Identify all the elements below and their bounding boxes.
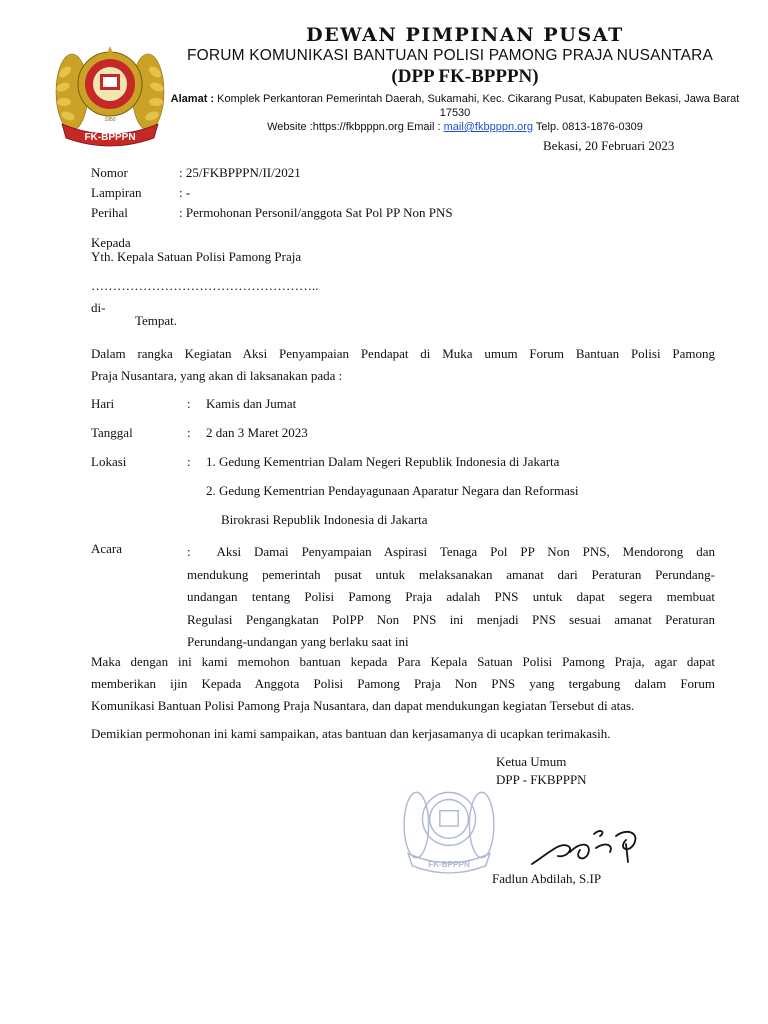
- letterhead-title: DEWAN PIMPINAN PUSAT: [306, 24, 624, 46]
- recipient-to: Kepada: [91, 235, 131, 250]
- meta-label-nomor: Nomor: [91, 165, 128, 180]
- letterhead-address: [160, 92, 750, 134]
- website-text: Website :https://fkbpppn.org Email :: [267, 121, 441, 133]
- meta-label-perihal: Perihal: [91, 205, 128, 220]
- phone-text: Telp. 0813-1876-0309: [535, 121, 643, 133]
- intro-line: Praja Nusantara, yang akan di laksanakan pada :: [91, 368, 343, 383]
- thanks-line: Demikian permohonan ini kami sampaikan, atas bantuan dan kerjasamanya di ucapkan terimakasih.: [91, 726, 611, 741]
- event-label-hari: Hari: [91, 396, 115, 411]
- intro-line: Dalam rangka Kegiatan Aksi Penyampaian Pendapat di Muka umum Forum Bantuan Polisi Pamong: [91, 346, 715, 361]
- acara-line-text: Aksi Damai Penyampaian Aspirasi Tenaga Pol PP Non PNS, Mendorong dan: [216, 544, 716, 559]
- meta-value-nomor: : 25/FKBPPPN/II/2021: [179, 165, 301, 180]
- svg-text:FK-BPPPN: FK-BPPPN: [428, 859, 470, 869]
- svg-text:1950: 1950: [104, 117, 116, 123]
- recipient-di: di-: [91, 300, 106, 315]
- letterhead-org-name: FORUM KOMUNIKASI BANTUAN POLISI PAMONG PRAJA NUSANTARA: [186, 47, 714, 64]
- closing-paragraph: [91, 651, 715, 717]
- recipient-dots: ……………………………………………..: [91, 278, 319, 293]
- closing-line: Komunikasi Bantuan Polisi Pamong Praja Nusantara, dan dapat mendukungan kegiatan Tersebut di atas.: [91, 698, 635, 713]
- signer-org: DPP - FKBPPPN: [496, 772, 587, 787]
- meta-label-lampiran: Lampiran: [91, 185, 142, 200]
- recipient-name: Yth. Kepala Satuan Polisi Pamong Praja: [91, 249, 302, 264]
- event-value-lokasi-1: 1. Gedung Kementrian Dalam Negeri Republik Indonesia di Jakarta: [206, 454, 560, 469]
- event-colon: :: [187, 544, 191, 559]
- intro-paragraph: [91, 343, 715, 387]
- email-link[interactable]: mail@fkbpppn.org: [443, 121, 534, 133]
- event-value-lokasi-2: 2. Gedung Kementrian Pendayagunaan Aparatur Negara dan Reformasi: [206, 483, 579, 498]
- letterhead-abbreviation: (DPP FK-BPPPN): [391, 66, 539, 87]
- event-value-hari: Kamis dan Jumat: [206, 396, 297, 411]
- recipient-tempat: Tempat.: [135, 313, 178, 328]
- meta-value-lampiran: : -: [179, 185, 191, 200]
- signer-role: Ketua Umum: [496, 754, 567, 769]
- event-label-acara: Acara: [91, 541, 123, 556]
- acara-line: Regulasi Pengangkatan PolPP Non PNS ini menjadi PNS sesuai amanat Peraturan: [187, 611, 715, 627]
- event-value-acara: [187, 541, 715, 654]
- event-label-lokasi: Lokasi: [91, 454, 127, 469]
- closing-line: Maka dengan ini kami memohon bantuan kepada Para Kepala Satuan Polisi Pamong Praja, agar dapat: [91, 654, 715, 669]
- letter-date: Bekasi, 20 Februari 2023: [543, 138, 675, 153]
- closing-line: memberikan ijin Kepada Anggota Polisi Pamong Praja Non PNS yang tergabung dalam Forum: [91, 676, 715, 691]
- acara-line: undangan tentang Polisi Pamong Praja adalah PNS untuk dapat segera membuat: [187, 589, 715, 604]
- acara-line: mendukung pemerintah pusat untuk melaksanakan amanat dari Peraturan Perundang-: [187, 566, 715, 582]
- event-colon: :: [187, 425, 191, 440]
- event-colon: :: [187, 396, 191, 411]
- organization-logo: [50, 32, 170, 152]
- event-colon: :: [187, 454, 191, 469]
- signer-name: Fadlun Abdilah, S.IP: [492, 871, 602, 886]
- stamp-seal: [398, 774, 500, 876]
- svg-text:FK-BPPPN: FK-BPPPN: [84, 132, 136, 143]
- address-text: Komplek Perkantoran Pemerintah Daerah, Sukamahi, Kec. Cikarang Pusat, Kabupaten Bekasi, Jawa Barat 17530: [217, 93, 740, 119]
- acara-line: Perundang-undangan yang berlaku saat ini: [187, 634, 409, 649]
- event-value-tanggal: 2 dan 3 Maret 2023: [206, 425, 308, 440]
- signature-mark: [530, 822, 650, 872]
- event-label-tanggal: Tanggal: [91, 425, 133, 440]
- event-value-lokasi-2b: Birokrasi Republik Indonesia di Jakarta: [221, 512, 428, 527]
- address-label: Alamat :: [170, 93, 215, 105]
- meta-value-perihal: : Permohonan Personil/anggota Sat Pol PP Non PNS: [179, 205, 453, 220]
- acara-line: [187, 541, 715, 564]
